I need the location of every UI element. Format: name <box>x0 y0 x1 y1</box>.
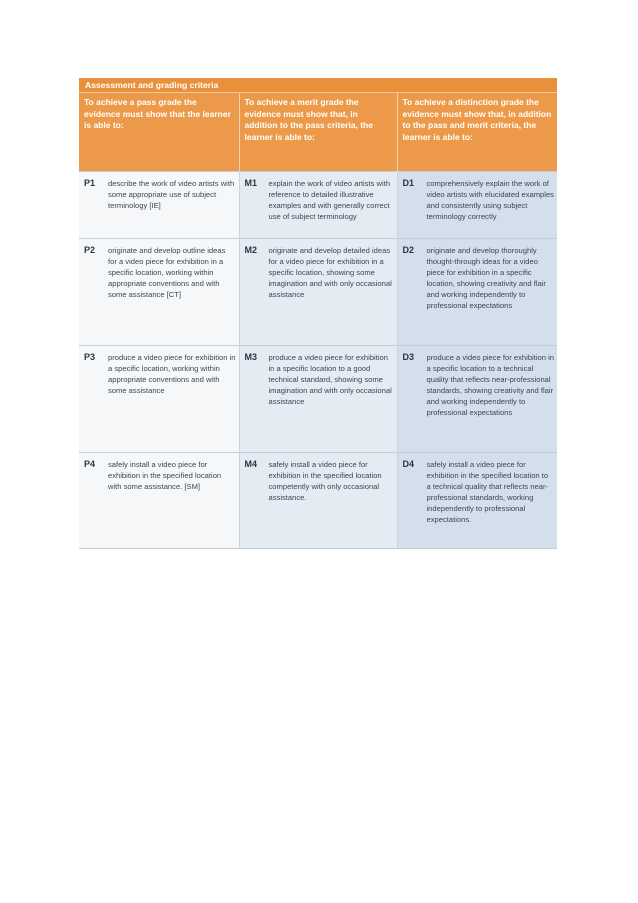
criterion-code: P2 <box>84 245 96 255</box>
merit-cell <box>239 172 397 239</box>
merit-column-header: To achieve a merit grade the evidence must show that, in addition to the pass criteria, the learner is able to: <box>239 93 397 172</box>
table-row <box>79 346 557 453</box>
criterion-code: M1 <box>244 178 258 188</box>
pass-cell <box>79 346 239 453</box>
criterion-code: P1 <box>84 178 96 188</box>
criterion-code: D4 <box>402 459 415 469</box>
criterion-code: P4 <box>84 459 96 469</box>
pass-cell <box>79 239 239 346</box>
merit-cell <box>239 453 397 549</box>
distinction-cell <box>397 172 557 239</box>
criterion-text: safely install a video piece for exhibition in the specified location with some assistance. [SM] <box>108 460 222 491</box>
criterion-code: D2 <box>402 245 415 255</box>
criterion-text: explain the work of video artists with reference to detailed illustrative examples and with generally correct use of subject terminology <box>268 179 391 221</box>
criterion-code: M2 <box>244 245 258 255</box>
criterion-text: produce a video piece for exhibition in a specific location to a good technical standard, showing some imagination and with only occasional assistance <box>268 353 392 406</box>
criterion-text: originate and develop detailed ideas for a video piece for exhibition in a specific location, showing some imagination and with only occasional assistance <box>268 246 392 299</box>
criterion-code: D3 <box>402 352 415 362</box>
distinction-cell <box>397 453 557 549</box>
criterion-text: produce a video piece for exhibition in a specific location to a technical quality that reflects near-professional standards, showing creativity and flair and working independently to professional expectations <box>426 353 554 417</box>
criterion-text: safely install a video piece for exhibition in the specified location competently with only occasional assistance. <box>268 460 382 502</box>
table-row <box>79 453 557 549</box>
pass-column-header: To achieve a pass grade the evidence must show that the learner is able to: <box>79 93 239 172</box>
criterion-code: M3 <box>244 352 258 362</box>
merit-cell <box>239 239 397 346</box>
criterion-code: P3 <box>84 352 96 362</box>
table-title: Assessment and grading criteria <box>79 78 557 93</box>
criterion-text: describe the work of video artists with some appropriate use of subject terminology [IE] <box>108 179 235 210</box>
criteria-document <box>79 78 557 549</box>
criterion-text: safely install a video piece for exhibition in the specified location to a technical quality that reflects near-professional standards, working independently to professional expectations. <box>426 460 549 524</box>
distinction-cell <box>397 239 557 346</box>
criteria-table <box>79 93 557 549</box>
table-row <box>79 172 557 239</box>
merit-cell <box>239 346 397 453</box>
pass-cell <box>79 172 239 239</box>
table-row <box>79 239 557 346</box>
distinction-column-header: To achieve a distinction grade the evidence must show that, in addition to the pass and merit criteria, the learner is able to: <box>397 93 557 172</box>
criterion-code: M4 <box>244 459 258 469</box>
criterion-text: comprehensively explain the work of video artists with elucidated examples and consistently using subject terminology correctly <box>426 179 554 221</box>
pass-cell <box>79 453 239 549</box>
criterion-text: originate and develop outline ideas for a video piece for exhibition in a specific location, working within appropriate conventions and with some assistance [CT] <box>108 246 226 299</box>
criterion-text: produce a video piece for exhibition in a specific location, working within appropriate conventions and with some assistance <box>108 353 236 395</box>
distinction-cell <box>397 346 557 453</box>
criterion-code: D1 <box>402 178 415 188</box>
header-row <box>79 93 557 172</box>
criterion-text: originate and develop thoroughly thought-through ideas for a video piece for exhibition in a specific location, showing creativity and flair and working independently to professional expectations <box>426 246 546 310</box>
